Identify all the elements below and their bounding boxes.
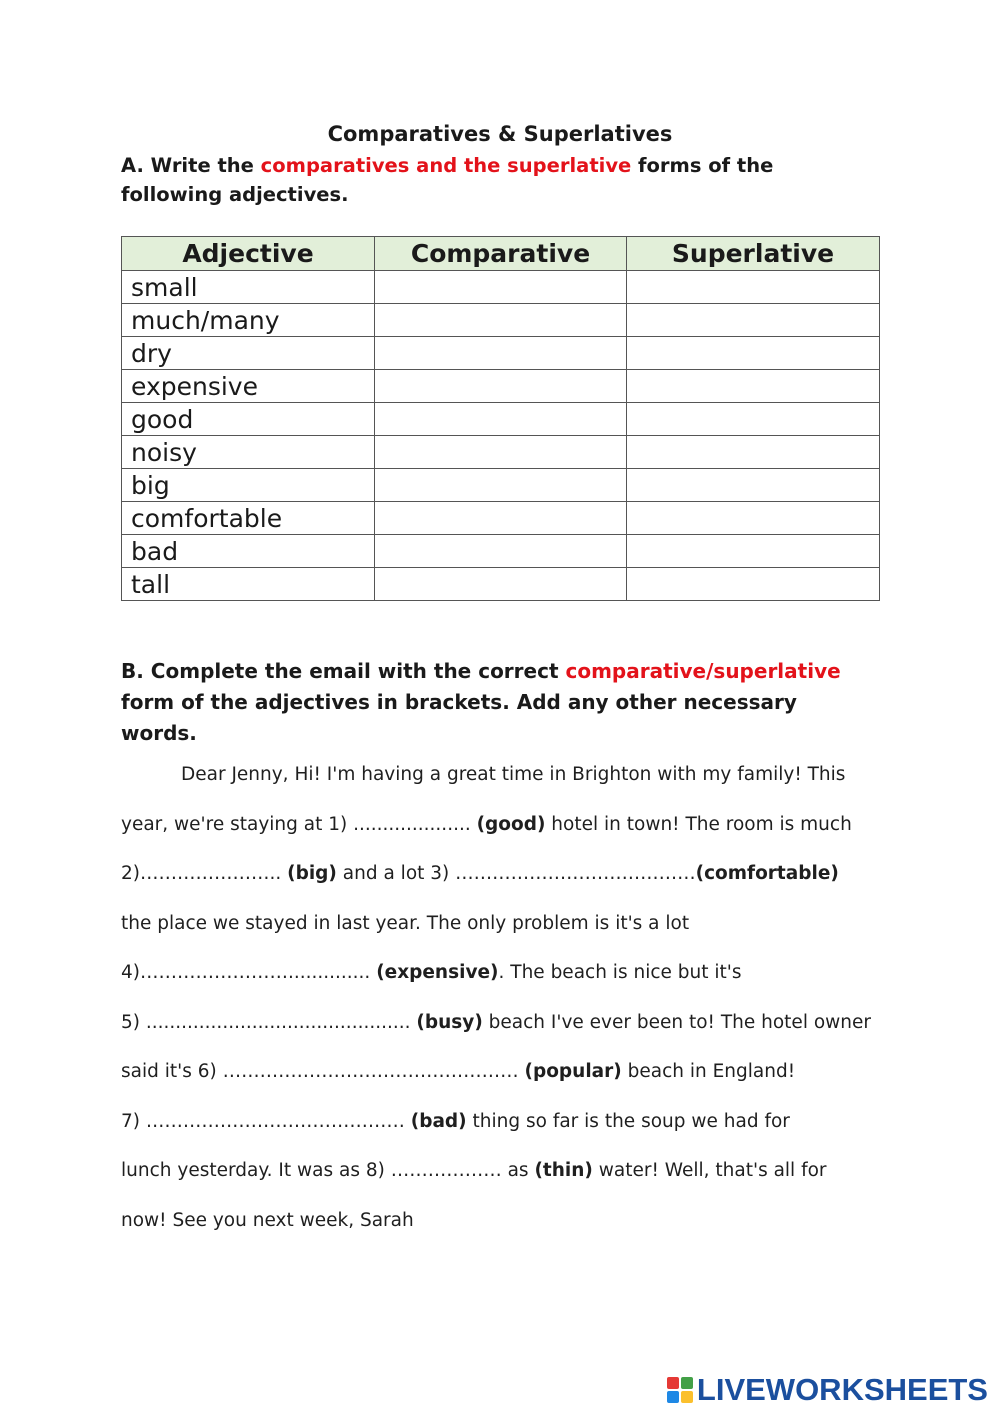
email-line: said it's 6) …………………………………………	[121, 1061, 525, 1082]
logo-text: LIVEWORKSHEETS	[696, 1372, 988, 1407]
hint-word: (bad)	[410, 1110, 467, 1132]
table-row	[122, 370, 880, 403]
email-line: year, we're staying at 1) ....................	[121, 813, 477, 835]
comparative-answer-cell[interactable]	[375, 535, 627, 568]
adjective-cell: comfortable	[122, 502, 375, 535]
table-row	[122, 304, 880, 337]
table-row	[122, 403, 880, 436]
hint-word: (expensive)	[376, 962, 499, 983]
adjective-cell: tall	[122, 568, 375, 601]
table-row	[122, 271, 880, 304]
email-line: 7) ……………………………………	[121, 1110, 411, 1132]
logo-square	[681, 1377, 693, 1389]
superlative-answer-cell[interactable]	[627, 469, 880, 502]
comparative-answer-cell[interactable]	[375, 436, 627, 469]
email-line: the place we stayed in last year. The only problem is it's a lot	[121, 912, 690, 934]
email-line: 5) .............................................	[121, 1011, 417, 1033]
superlative-answer-cell[interactable]	[627, 535, 880, 568]
section-b-prefix: B. Complete the email with the correct	[121, 659, 566, 683]
hint-word: (good)	[476, 813, 546, 835]
email-line: water! Well, that's all for	[592, 1160, 827, 1181]
email-line: thing so far is the soup we had for	[466, 1110, 790, 1132]
hint-word: (comfortable)	[695, 863, 839, 884]
adjective-cell: expensive	[122, 370, 375, 403]
email-line: beach in England!	[621, 1061, 796, 1082]
table-row	[122, 436, 880, 469]
comparative-answer-cell[interactable]	[375, 568, 627, 601]
page-title: Comparatives & Superlatives	[327, 122, 673, 146]
adjective-cell: good	[122, 403, 375, 436]
table-row	[122, 535, 880, 568]
adjective-cell: bad	[122, 535, 375, 568]
section-a-line2: following adjectives.	[121, 183, 349, 206]
hint-word: (thin)	[534, 1160, 593, 1181]
section-a-highlight: comparatives and the superlative	[260, 154, 632, 177]
logo-square	[667, 1391, 679, 1403]
table-row	[122, 502, 880, 535]
section-a-instructions	[121, 151, 861, 209]
email-line: now! See you next week, Sarah	[121, 1209, 414, 1231]
table-header-row	[122, 237, 880, 271]
adjective-cell: dry	[122, 337, 375, 370]
email-line: 2)…………………..	[121, 863, 288, 884]
logo-square	[681, 1391, 693, 1403]
superlative-answer-cell[interactable]	[627, 568, 880, 601]
email-line: Dear Jenny, Hi! I'm having a great time in Brighton with my family! This	[181, 764, 846, 785]
comparative-answer-cell[interactable]	[375, 304, 627, 337]
email-line: hotel in town! The room is much	[545, 813, 852, 835]
table-row	[122, 568, 880, 601]
superlative-answer-cell[interactable]	[627, 271, 880, 304]
comparative-answer-cell[interactable]	[375, 469, 627, 502]
table-row	[122, 469, 880, 502]
logo-square	[667, 1377, 679, 1389]
superlative-answer-cell[interactable]	[627, 370, 880, 403]
superlative-answer-cell[interactable]	[627, 436, 880, 469]
comparative-answer-cell[interactable]	[375, 370, 627, 403]
comparative-answer-cell[interactable]	[375, 502, 627, 535]
adjective-cell: much/many	[122, 304, 375, 337]
superlative-answer-cell[interactable]	[627, 502, 880, 535]
hint-word: (popular)	[524, 1061, 622, 1082]
email-line: . The beach is nice but it's	[498, 962, 742, 983]
section-b-line3: words.	[121, 721, 197, 745]
adjective-cell: noisy	[122, 436, 375, 469]
table-row	[122, 337, 880, 370]
section-b-line2: form of the adjectives in brackets. Add any other necessary	[121, 690, 797, 714]
adjective-cell: small	[122, 271, 375, 304]
hint-word: (busy)	[416, 1011, 483, 1033]
adjective-table	[121, 236, 880, 601]
section-a-suffix: forms of the	[631, 154, 774, 177]
header-superlative: Superlative	[627, 237, 880, 271]
comparative-answer-cell[interactable]	[375, 403, 627, 436]
superlative-answer-cell[interactable]	[627, 304, 880, 337]
superlative-answer-cell[interactable]	[627, 403, 880, 436]
liveworksheets-logo	[667, 1374, 988, 1406]
email-line: 4)……………………..............	[121, 962, 377, 983]
section-b-instructions	[121, 656, 881, 749]
email-line: and a lot 3) …………………………………	[336, 863, 696, 884]
superlative-answer-cell[interactable]	[627, 337, 880, 370]
email-line: lunch yesterday. It was as 8) ……………… as	[121, 1160, 535, 1181]
email-text	[121, 750, 891, 1245]
section-a-prefix: A. Write the	[121, 154, 261, 177]
logo-mark-icon	[667, 1377, 693, 1403]
adjective-cell: big	[122, 469, 375, 502]
comparative-answer-cell[interactable]	[375, 337, 627, 370]
comparative-answer-cell[interactable]	[375, 271, 627, 304]
header-comparative: Comparative	[375, 237, 627, 271]
hint-word: (big)	[287, 863, 337, 884]
header-adjective: Adjective	[122, 237, 375, 271]
section-b-highlight: comparative/superlative	[565, 659, 841, 683]
email-line: beach I've ever been to! The hotel owner	[482, 1011, 871, 1033]
